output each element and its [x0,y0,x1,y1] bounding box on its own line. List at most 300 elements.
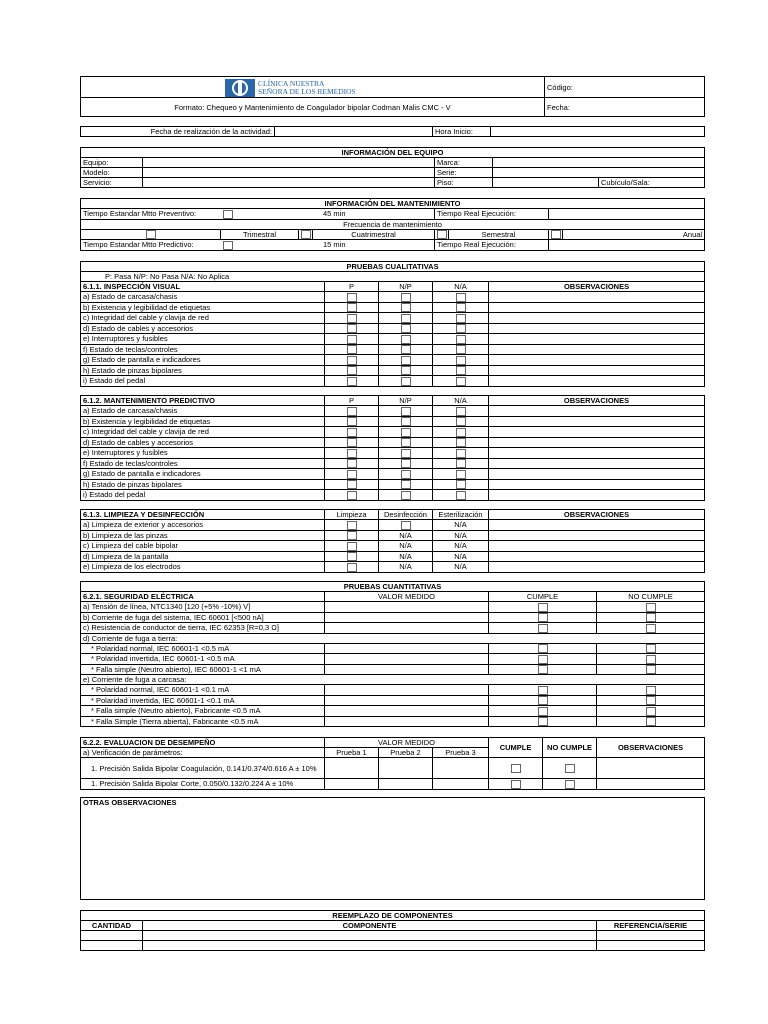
replacement-table [80,910,705,951]
modelo-field[interactable] [143,168,435,178]
tierra-item-label: * Polaridad normal, IEC 60601-1 <0.5 mA [81,643,325,654]
table-row [81,623,705,634]
visual-p-checkbox[interactable] [347,356,357,365]
safety-valor-field[interactable] [325,623,489,634]
safety-valor-field[interactable] [325,612,489,623]
marca-field[interactable] [493,158,705,168]
cut-no-cumple-checkbox[interactable] [565,780,575,789]
col-na-2: N/A [433,396,489,406]
visual-observaciones-field[interactable] [489,302,705,313]
table-row [81,551,705,562]
carcasa-no-cumple-cell [597,716,705,727]
visual-p-checkbox[interactable] [347,314,357,323]
cleaning-title: 6.1.3. LIMPIEZA Y DESINFECCIÓN [81,510,325,520]
replacement-qty-field-1[interactable] [81,931,143,941]
visual-na-checkbox[interactable] [456,377,466,386]
cleaning-desinfeccion-checkbox[interactable] [401,521,411,530]
visual-item-label: c) Integridad del cable y clavija de red [81,313,325,324]
predictive-observaciones-field[interactable] [489,479,705,490]
table-row [81,448,705,459]
table-row [81,376,705,387]
predictive-np-cell [379,448,433,459]
predictive-p-cell [325,437,379,448]
predictive-p-checkbox[interactable] [347,491,357,500]
safety-no-cumple-cell [597,612,705,623]
cleaning-observaciones-field[interactable] [489,562,705,573]
col-esterilizacion: Esterilización [433,510,489,520]
predictive-np-checkbox[interactable] [401,417,411,426]
predictive-p-cell [325,490,379,501]
table-row [81,406,705,417]
predictive-np-cell [379,406,433,417]
carcasa-valor-field[interactable] [325,706,489,717]
predictive-p-checkbox[interactable] [347,417,357,426]
safety-no-cumple-checkbox[interactable] [646,624,656,633]
codigo-label[interactable]: Código: [545,77,705,98]
predictive-observaciones-field[interactable] [489,406,705,417]
verificacion-label: a) Verificación de parámetros: [81,748,325,758]
semestral-checkbox[interactable] [437,230,447,239]
prueba-1-label: Prueba 1 [325,748,379,758]
safety-rows [81,602,705,634]
tierra-no-cumple-checkbox[interactable] [646,655,656,664]
tierra-cumple-checkbox[interactable] [538,665,548,674]
visual-item-label: b) Existencia y legibilidad de etiquetas [81,302,325,313]
visual-p-checkbox[interactable] [347,366,357,375]
predictive-na-checkbox[interactable] [456,407,466,416]
maintenance-table [80,198,705,251]
predictive-np-checkbox[interactable] [401,470,411,479]
replacement-component-field-2[interactable] [143,941,597,951]
safety-item-label: c) Resistencia de conductor de tierra, IEC 62353 [R=0,3 Ω] [81,623,325,634]
predictive-observaciones-field[interactable] [489,437,705,448]
cut-observaciones-field[interactable] [597,779,705,790]
carcasa-no-cumple-checkbox[interactable] [646,717,656,726]
visual-p-checkbox[interactable] [347,293,357,302]
predictive-np-checkbox[interactable] [401,459,411,468]
visual-na-checkbox[interactable] [456,366,466,375]
table-row [81,292,705,303]
cleaning-desinfeccion-na: N/A [379,530,433,541]
visual-observaciones-field[interactable] [489,365,705,376]
carcasa-title: e) Corriente de fuga a carcasa: [81,675,705,685]
visual-na-cell [433,292,489,303]
cleaning-limpieza-cell [325,530,379,541]
carcasa-rows [81,685,705,727]
predictive-p-cell [325,479,379,490]
other-observations-title: OTRAS OBSERVACIONES [81,798,705,808]
logo-line2: SEÑORA DE LOS REMEDIOS [258,87,356,96]
table-row [81,520,705,531]
visual-na-cell [433,323,489,334]
cleaning-limpieza-checkbox[interactable] [347,521,357,530]
visual-p-cell [325,344,379,355]
cut-prueba-3-field[interactable] [433,779,489,790]
visual-na-checkbox[interactable] [456,335,466,344]
equipo-field[interactable] [143,158,435,168]
predictive-p-checkbox[interactable] [347,407,357,416]
visual-na-cell [433,376,489,387]
freq-checkbox-cell-2 [299,229,313,240]
quantitative-section-title: PRUEBAS CUANTITATIVAS [81,582,705,592]
replacement-component-field-1[interactable] [143,931,597,941]
activity-date-field[interactable] [275,127,433,137]
visual-observaciones-field[interactable] [489,334,705,345]
visual-np-checkbox[interactable] [401,293,411,302]
visual-p-checkbox[interactable] [347,345,357,354]
predictive-np-cell [379,469,433,480]
visual-observaciones-field[interactable] [489,292,705,303]
predictive-na-checkbox[interactable] [456,470,466,479]
visual-rows [81,292,705,387]
table-row [81,716,705,727]
visual-np-checkbox[interactable] [401,366,411,375]
visual-np-checkbox[interactable] [401,324,411,333]
visual-p-cell [325,365,379,376]
safety-cumple-cell [489,623,597,634]
cut-cumple-checkbox[interactable] [511,780,521,789]
table-row [81,323,705,334]
replacement-ref-field-1[interactable] [597,931,705,941]
table-row [81,313,705,324]
table-row [81,685,705,696]
safety-item-label: a) Tensión de línea, NTC1340 [120 (+5% -10%) V] [81,602,325,613]
cleaning-observaciones-field[interactable] [489,530,705,541]
visual-na-checkbox[interactable] [456,293,466,302]
visual-p-cell [325,302,379,313]
visual-item-label: i) Estado del pedal [81,376,325,387]
safety-no-cumple-checkbox[interactable] [646,613,656,622]
cleaning-observaciones-field[interactable] [489,551,705,562]
predictive-observaciones-field[interactable] [489,469,705,480]
col-cumple: CUMPLE [489,592,597,602]
carcasa-no-cumple-checkbox[interactable] [646,696,656,705]
replacement-ref-field-2[interactable] [597,941,705,951]
carcasa-cumple-checkbox[interactable] [538,717,548,726]
tierra-cumple-cell [489,664,597,675]
cleaning-item-label: b) Limpieza de las pinzas [81,530,325,541]
tierra-rows [81,643,705,675]
predictive-na-checkbox[interactable] [456,428,466,437]
table-row [81,334,705,345]
predictive-na-checkbox[interactable] [456,459,466,468]
visual-item-label: g) Estado de pantalla e indicadores [81,355,325,366]
visual-item-label: d) Estado de cables y accesorios [81,323,325,334]
table-row [81,479,705,490]
semestral-label: Semestral [449,229,549,240]
predictive-np-cell [379,490,433,501]
coag-cumple-checkbox[interactable] [511,764,521,773]
carcasa-item-label: * Polaridad normal, IEC 60601-1 <0.1 mA [81,685,325,696]
carcasa-no-cumple-cell [597,706,705,717]
predictive-p-checkbox[interactable] [347,438,357,447]
performance-col-no-cumple: NO CUMPLE [543,738,597,758]
trimestral-checkbox[interactable] [146,230,156,239]
predictive-p-checkbox[interactable] [347,459,357,468]
visual-p-checkbox[interactable] [347,303,357,312]
servicio-field[interactable] [143,178,435,188]
visual-np-checkbox[interactable] [401,314,411,323]
visual-p-cell [325,334,379,345]
tierra-valor-field[interactable] [325,643,489,654]
tierra-item-label: * Polaridad invertida, IEC 60601-1 <0.5 mA [81,654,325,665]
clinic-logo-icon [225,79,255,97]
replacement-section-title: REEMPLAZO DE COMPONENTES [81,911,705,921]
predictive-np-checkbox[interactable] [401,407,411,416]
cleaning-observaciones-field[interactable] [489,541,705,552]
visual-na-checkbox[interactable] [456,356,466,365]
table-row [81,469,705,480]
carcasa-item-label: * Polaridad invertida, IEC 60601-1 <0.1 mA [81,695,325,706]
col-cantidad: CANTIDAD [81,921,143,931]
carcasa-cumple-checkbox[interactable] [538,707,548,716]
safety-item-label: b) Corriente de fuga del sistema, IEC 60601 [<500 nA] [81,612,325,623]
visual-na-checkbox[interactable] [456,345,466,354]
carcasa-no-cumple-checkbox[interactable] [646,707,656,716]
predictive-np-checkbox[interactable] [401,438,411,447]
safety-cumple-checkbox[interactable] [538,624,548,633]
predictive-na-checkbox[interactable] [456,480,466,489]
anual-checkbox[interactable] [551,230,561,239]
other-observations-field[interactable] [81,807,705,900]
safety-no-cumple-checkbox[interactable] [646,603,656,612]
predictive-np-checkbox[interactable] [401,428,411,437]
predictive-item-label: a) Estado de carcasa/chasis [81,406,325,417]
cubiculo-label[interactable]: Cubículo/Sala: [599,178,705,188]
safety-cumple-checkbox[interactable] [538,603,548,612]
visual-p-checkbox[interactable] [347,324,357,333]
predictive-np-cell [379,458,433,469]
table-row [81,695,705,706]
visual-np-cell [379,344,433,355]
predictive-na-cell [433,469,489,480]
predictive-np-checkbox[interactable] [401,449,411,458]
real-time-label: Tiempo Real Ejecución: [435,209,549,220]
visual-na-checkbox[interactable] [456,324,466,333]
visual-np-checkbox[interactable] [401,303,411,312]
table-row [81,643,705,654]
visual-np-cell [379,355,433,366]
predictive-item-label: e) Interruptores y fusibles [81,448,325,459]
freq-checkbox-cell-1 [81,229,221,240]
electrical-safety-title: 6.2.1. SEGURIDAD ELÉCTRICA [81,592,325,602]
logo-line1: CLÍNICA NUESTRA [258,79,325,88]
col-np-2: N/P [379,396,433,406]
predictive-np-checkbox[interactable] [401,491,411,500]
coag-prueba-2-field[interactable] [379,758,433,779]
visual-inspection-title: 6.1.1. INSPECCIÓN VISUAL [81,282,325,292]
tierra-valor-field[interactable] [325,654,489,665]
predictive-item-label: g) Estado de pantalla e indicadores [81,469,325,480]
activity-date-label: Fecha de realización de la actividad: [81,127,275,137]
predictive-np-cell [379,427,433,438]
predictive-na-cell [433,490,489,501]
start-time-field[interactable] [491,127,705,137]
visual-observaciones-field[interactable] [489,313,705,324]
visual-p-cell [325,292,379,303]
tierra-cumple-checkbox[interactable] [538,644,548,653]
predictive-p-checkbox[interactable] [347,470,357,479]
frequency-title: Frecuencia de mantenimiento [81,219,705,229]
serie-field[interactable] [493,168,705,178]
predictive-p-cell [325,416,379,427]
qualitative-section-title: PRUEBAS CUALITATIVAS [81,262,705,272]
predictive-time-label: Tiempo Estandar Mtto Predictivo: [81,240,221,251]
equipo-label: Equipo: [81,158,143,168]
carcasa-cumple-checkbox[interactable] [538,696,548,705]
tierra-cumple-cell [489,643,597,654]
predictive-p-checkbox[interactable] [347,428,357,437]
visual-observaciones-field[interactable] [489,344,705,355]
col-observaciones: OBSERVACIONES [489,282,705,292]
visual-np-cell [379,334,433,345]
cleaning-limpieza-checkbox[interactable] [347,563,357,572]
real-time-field[interactable] [549,209,705,220]
predictive-title: 6.1.2. MANTENIMIENTO PREDICTIVO [81,396,325,406]
col-no-cumple: NO CUMPLE [597,592,705,602]
visual-np-checkbox[interactable] [401,345,411,354]
visual-p-cell [325,355,379,366]
predictive-np-checkbox[interactable] [401,480,411,489]
coag-prueba-3-field[interactable] [433,758,489,779]
cleaning-esterilizacion-na: N/A [433,520,489,531]
carcasa-no-cumple-checkbox[interactable] [646,686,656,695]
anual-label: Anual [563,229,705,240]
predictive-p-checkbox[interactable] [347,449,357,458]
carcasa-valor-field[interactable] [325,685,489,696]
tierra-cumple-checkbox[interactable] [538,655,548,664]
predictive-na-checkbox[interactable] [456,417,466,426]
coag-prueba-1-field[interactable] [325,758,379,779]
col-na: N/A [433,282,489,292]
equipment-table [80,147,705,188]
cuatrimestral-label: Cuatrimestral [313,229,435,240]
format-title: Formato: Chequeo y Mantenimiento de Coagulador bipolar Codman Malis CMC - V [81,98,545,117]
carcasa-cumple-checkbox[interactable] [538,686,548,695]
trimestral-label: Trimestral [221,229,299,240]
table-row [81,344,705,355]
predictive-p-cell [325,427,379,438]
visual-np-checkbox[interactable] [401,377,411,386]
visual-observaciones-field[interactable] [489,355,705,366]
predictive-real-time-label: Tiempo Real Ejecución: [435,240,549,251]
col-p-2: P [325,396,379,406]
freq-checkbox-cell-3 [435,229,449,240]
safety-cumple-checkbox[interactable] [538,613,548,622]
predictive-observaciones-field[interactable] [489,427,705,438]
visual-np-checkbox[interactable] [401,356,411,365]
cleaning-desinfeccion-na: N/A [379,551,433,562]
performance-col-cumple: CUMPLE [489,738,543,758]
predictive-observaciones-field[interactable] [489,458,705,469]
visual-observaciones-field[interactable] [489,323,705,334]
visual-np-cell [379,365,433,376]
servicio-label: Servicio: [81,178,143,188]
performance-col-observaciones: OBSERVACIONES [597,738,705,758]
predictive-observaciones-field[interactable] [489,448,705,459]
cleaning-limpieza-checkbox[interactable] [347,542,357,551]
other-observations-table [80,797,705,900]
visual-na-checkbox[interactable] [456,303,466,312]
carcasa-valor-field[interactable] [325,716,489,727]
cleaning-item-label: e) Limpieza de los electrodos [81,562,325,573]
predictive-p-checkbox[interactable] [347,480,357,489]
carcasa-cumple-cell [489,716,597,727]
predictive-np-cell [379,479,433,490]
predictive-item-label: b) Existencia y legibilidad de etiquetas [81,416,325,427]
col-observaciones-3: OBSERVACIONES [489,510,705,520]
carcasa-valor-field[interactable] [325,695,489,706]
cleaning-item-label: d) Limpieza de la pantalla [81,551,325,562]
visual-na-cell [433,334,489,345]
visual-item-label: f) Estado de teclas/controles [81,344,325,355]
tierra-no-cumple-cell [597,654,705,665]
cut-prueba-1-field[interactable] [325,779,379,790]
preventive-checkbox-cell [221,209,235,220]
tierra-no-cumple-checkbox[interactable] [646,665,656,674]
tierra-valor-field[interactable] [325,664,489,675]
piso-label: Piso: [435,178,493,188]
serie-label: Serie: [435,168,493,178]
predictive-item-label: h) Estado de pinzas bipolares [81,479,325,490]
cleaning-esterilizacion-na: N/A [433,530,489,541]
cut-prueba-2-field[interactable] [379,779,433,790]
predictive-checkbox-cell [221,240,235,251]
visual-na-checkbox[interactable] [456,314,466,323]
predictive-na-checkbox[interactable] [456,449,466,458]
coag-no-cumple-checkbox[interactable] [565,764,575,773]
cleaning-limpieza-checkbox[interactable] [347,552,357,561]
coag-cumple-cell [489,758,543,779]
predictive-real-time-field[interactable] [549,240,705,251]
visual-observaciones-field[interactable] [489,376,705,387]
safety-valor-field[interactable] [325,602,489,613]
predictive-na-cell [433,437,489,448]
predictive-na-cell [433,458,489,469]
predictive-observaciones-field[interactable] [489,490,705,501]
predictive-checkbox[interactable] [223,241,233,250]
cuatrimestral-checkbox[interactable] [301,230,311,239]
tierra-cumple-cell [489,654,597,665]
visual-p-checkbox[interactable] [347,377,357,386]
preventive-time-label: Tiempo Estandar Mtto Preventivo: [81,209,221,220]
table-row [81,365,705,376]
safety-no-cumple-cell [597,623,705,634]
visual-np-checkbox[interactable] [401,335,411,344]
cleaning-limpieza-checkbox[interactable] [347,531,357,540]
coag-observaciones-field[interactable] [597,758,705,779]
table-row [81,302,705,313]
visual-na-cell [433,355,489,366]
equipment-section-title: INFORMACIÓN DEL EQUIPO [81,148,705,158]
piso-field[interactable] [493,178,599,188]
cleaning-esterilizacion-na: N/A [433,562,489,573]
predictive-na-checkbox[interactable] [456,438,466,447]
col-valor-medido: VALOR MEDIDO [325,592,489,602]
preventive-checkbox[interactable] [223,210,233,219]
carcasa-cumple-cell [489,695,597,706]
predictive-na-cell [433,416,489,427]
predictive-na-checkbox[interactable] [456,491,466,500]
replacement-qty-field-2[interactable] [81,941,143,951]
visual-np-cell [379,313,433,324]
predictive-observaciones-field[interactable] [489,416,705,427]
start-time-label: Hora Inicio: [433,127,491,137]
fecha-label[interactable]: Fecha: [545,98,705,117]
visual-p-checkbox[interactable] [347,335,357,344]
tierra-no-cumple-checkbox[interactable] [646,644,656,653]
cleaning-observaciones-field[interactable] [489,520,705,531]
